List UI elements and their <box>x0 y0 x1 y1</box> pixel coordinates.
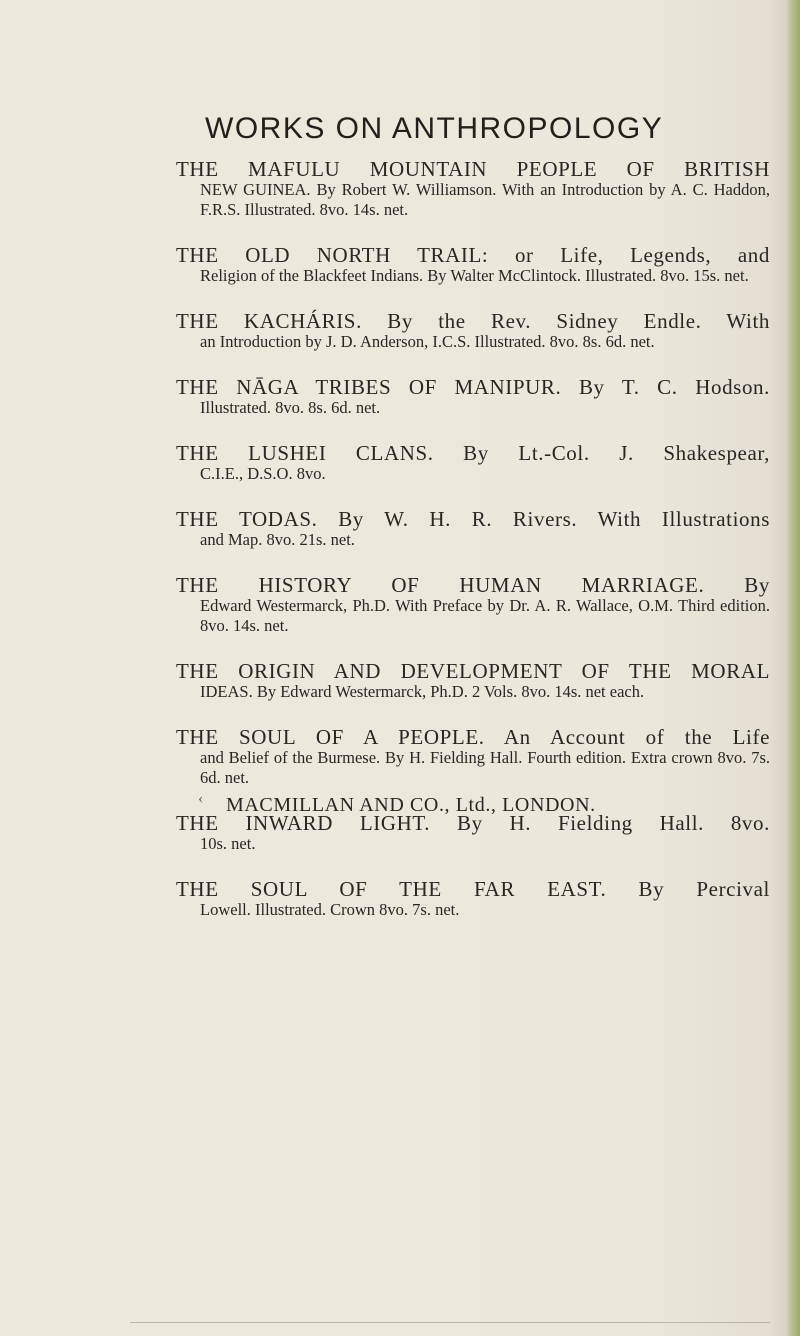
entry-title: THE LUSHEI CLANS. By Lt.-Col. J. Shakespear, <box>176 441 770 465</box>
entry-title: THE OLD NORTH TRAIL: or Life, Legends, and <box>176 243 770 267</box>
book-entry-kacharis <box>176 310 770 352</box>
book-entry-old-north-trail <box>176 244 770 286</box>
entry-details: Religion of the Blackfeet Indians. By Walter McClintock. Illustrated. 8vo. 15s. net. <box>200 266 749 285</box>
entry-title: THE NĀGA TRIBES OF MANIPUR. By T. C. Hodson. <box>176 375 770 399</box>
entry-details: 10s. net. <box>200 834 256 853</box>
entry-title: THE MAFULU MOUNTAIN PEOPLE OF BRITISH <box>176 157 770 181</box>
book-entry-moral-ideas <box>176 660 770 702</box>
entry-details: and Belief of the Burmese. By H. Fielding Hall. Fourth edition. Extra crown 8vo. 7s. 6d. net. <box>200 748 770 787</box>
book-entry-mafulu <box>176 158 770 220</box>
entry-title: THE ORIGIN AND DEVELOPMENT OF THE MORAL <box>176 659 770 683</box>
entry-details: Illustrated. 8vo. 8s. 6d. net. <box>200 398 381 417</box>
entry-details: an Introduction by J. D. Anderson, I.C.S. Illustrated. 8vo. 8s. 6d. net. <box>200 332 655 351</box>
page-edge <box>786 0 800 1336</box>
entry-title: THE SOUL OF THE FAR EAST. By Percival <box>176 877 770 901</box>
entry-details: IDEAS. By Edward Westermarck, Ph.D. 2 Vols. 8vo. 14s. net each. <box>200 682 645 701</box>
entry-title: THE INWARD LIGHT. By H. Fielding Hall. 8vo. <box>176 811 770 835</box>
book-entry-soul-of-far-east <box>176 878 770 920</box>
book-entry-inward-light <box>176 812 770 854</box>
entry-title: THE SOUL OF A PEOPLE. An Account of the Life <box>176 725 770 749</box>
publisher-imprint: MACMILLAN AND CO., Ltd., LONDON. <box>226 794 596 816</box>
book-entry-todas <box>176 508 770 550</box>
entry-details: C.I.E., D.S.O. 8vo. <box>200 464 326 483</box>
bottom-rule <box>130 1322 770 1323</box>
book-entry-soul-of-a-people <box>176 726 770 788</box>
book-list <box>176 158 770 944</box>
entry-details: Edward Westermarck, Ph.D. With Preface by Dr. A. R. Wallace, O.M. Third edition. 8vo. 14s. net. <box>200 596 770 635</box>
margin-mark: ‹ <box>198 790 204 807</box>
entry-title: THE TODAS. By W. H. R. Rivers. With Illustrations <box>176 507 770 531</box>
entry-details: and Map. 8vo. 21s. net. <box>200 530 355 549</box>
entry-title: THE KACHÁRIS. By the Rev. Sidney Endle. With <box>176 309 770 333</box>
entry-title: THE HISTORY OF HUMAN MARRIAGE. By <box>176 573 770 597</box>
page-heading: WORKS ON ANTHROPOLOGY <box>205 112 664 145</box>
entry-details: NEW GUINEA. By Robert W. Williamson. With an Introduction by A. C. Haddon, F.R.S. Illustrated. 8vo. 14s. net. <box>200 180 770 219</box>
entry-details: Lowell. Illustrated. Crown 8vo. 7s. net. <box>200 900 460 919</box>
book-entry-naga-tribes <box>176 376 770 418</box>
book-entry-lushei-clans <box>176 442 770 484</box>
book-entry-human-marriage <box>176 574 770 636</box>
